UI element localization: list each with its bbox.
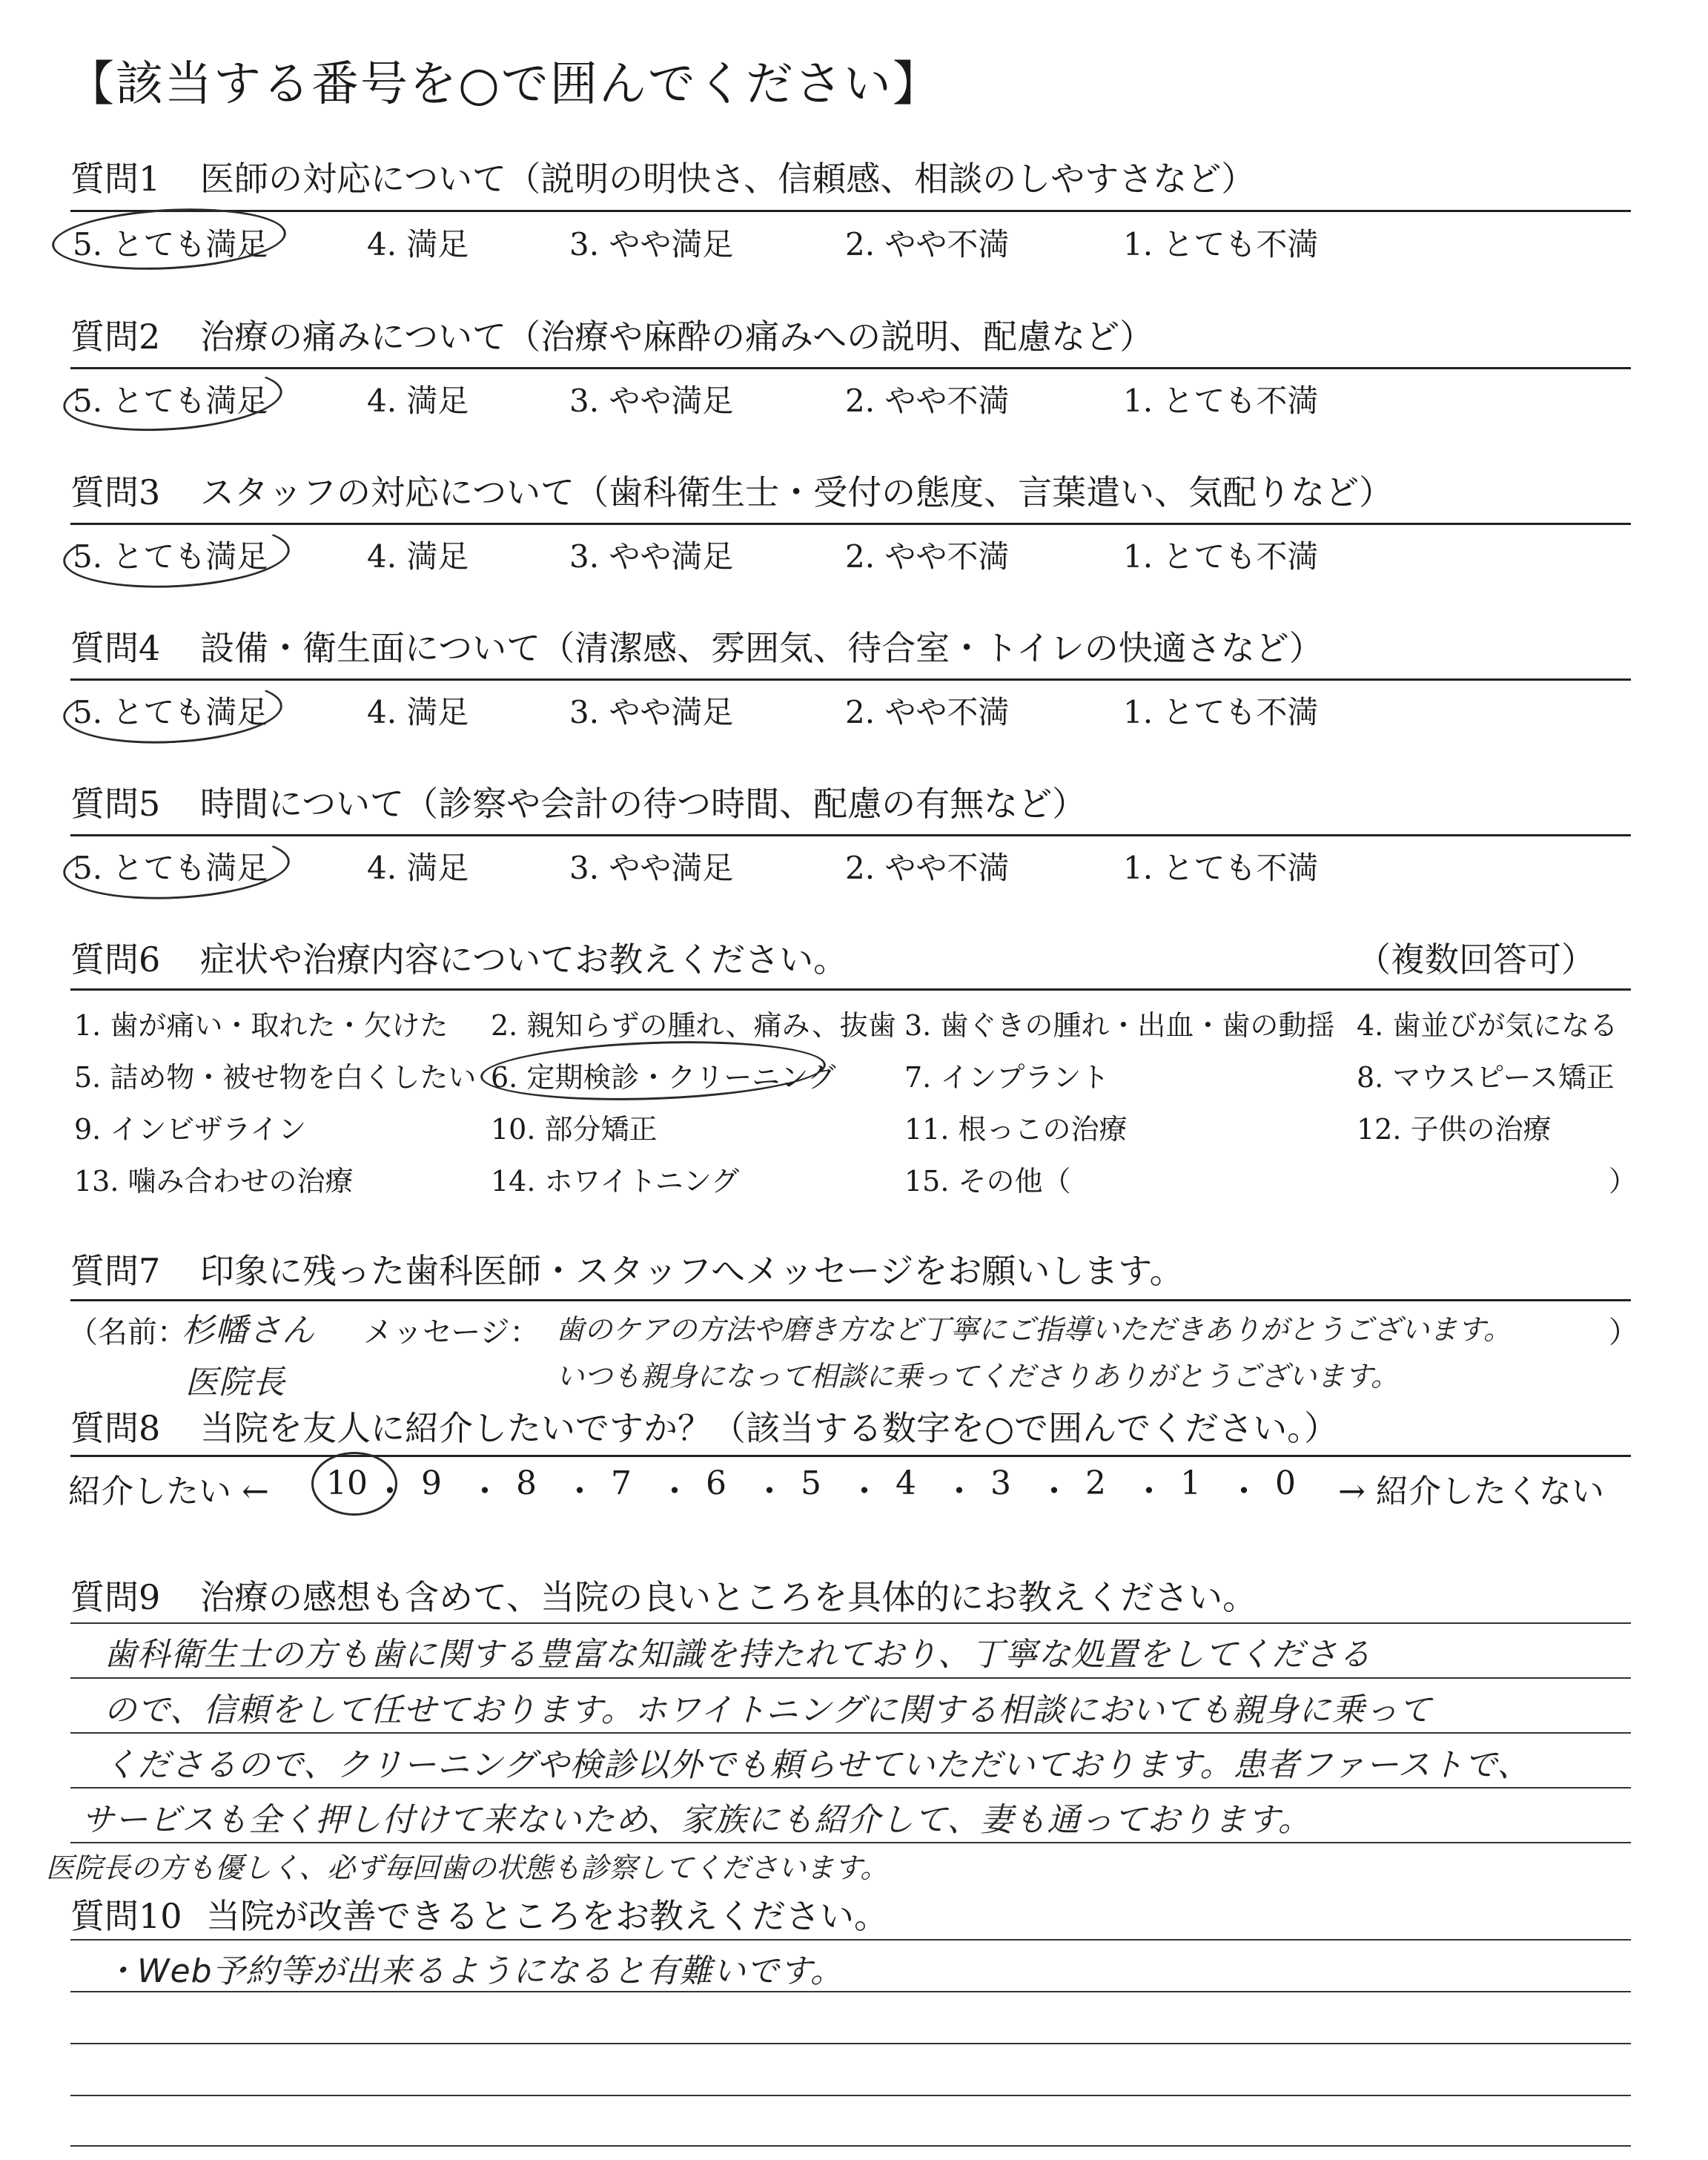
q8-answer-circle [311, 1452, 397, 1516]
q5-option-4[interactable]: 4. 満足 [367, 850, 469, 886]
q2-answer-circle [61, 360, 284, 437]
q8-scale-dot: ・ [1133, 1473, 1165, 1510]
q9-rule-2 [70, 1732, 1631, 1734]
q6-item-14[interactable]: 14. ホワイトニング [491, 1165, 740, 1198]
q7-message-line-1[interactable]: 歯のケアの方法や磨き方など丁寧にご指導いただきありがとうございます。 [556, 1313, 1512, 1346]
q8-label: 質問8 [70, 1408, 161, 1448]
q5-option-2[interactable]: 2. やや不満 [845, 850, 1010, 886]
q8-scale-dot: ・ [943, 1473, 976, 1510]
q4-answer-circle [62, 673, 284, 748]
q2-option-2[interactable]: 2. やや不満 [845, 383, 1010, 419]
q10-line-1[interactable]: ・Web予約等が出来るようになると有難いです。 [104, 1952, 844, 1990]
q4-label: 質問4 [70, 628, 161, 668]
q4-rule [70, 678, 1631, 681]
q6-label: 質問6 [70, 939, 161, 980]
q2-option-4[interactable]: 4. 満足 [367, 383, 469, 419]
q8-scale-0[interactable]: 0 [1275, 1464, 1296, 1502]
q3-answer-circle [62, 518, 291, 593]
q8-scale-dot: ・ [374, 1473, 406, 1510]
q1-option-5[interactable]: 5. とても満足 [73, 226, 268, 262]
q5-text: 時間について（診察や会計の待つ時間、配慮の有無など） [200, 784, 1087, 824]
q1-text: 医師の対応について（説明の明快さ、信頼感、相談のしやすさなど） [200, 159, 1256, 199]
q3-option-3[interactable]: 3. やや満足 [569, 538, 734, 575]
q2-option-1[interactable]: 1. とても不満 [1123, 383, 1319, 419]
q8-left-label: 紹介したい ← [68, 1473, 269, 1510]
q6-item-13[interactable]: 13. 噛み合わせの治療 [74, 1165, 354, 1198]
q9-line-5[interactable]: 医院長の方も優しく、必ず毎回歯の状態も診察してくださいます。 [46, 1852, 889, 1884]
q1-option-4[interactable]: 4. 満足 [367, 226, 469, 262]
q5-option-5[interactable]: 5. とても満足 [73, 850, 268, 886]
q6-item-8[interactable]: 8. マウスピース矯正 [1357, 1061, 1615, 1094]
q1-label: 質問1 [70, 159, 161, 199]
q8-scale-1[interactable]: 1 [1180, 1464, 1201, 1502]
q4-option-5[interactable]: 5. とても満足 [73, 694, 268, 730]
q2-option-3[interactable]: 3. やや満足 [569, 383, 734, 419]
q9-line-4[interactable]: サービスも全く押し付けて来ないため、家族にも紹介して、妻も通っております。 [82, 1801, 1311, 1839]
q9-label: 質問9 [70, 1577, 161, 1617]
q7-text: 印象に残った歯科医師・スタッフへメッセージをお願いします。 [200, 1251, 1184, 1291]
q7-name-value-2[interactable]: 医院長 [185, 1364, 285, 1401]
q9-line-2[interactable]: ので、信頼をして任せております。ホワイトニングに関する相談においても親身に乗って [104, 1691, 1432, 1729]
q8-scale-dot: ・ [1038, 1473, 1070, 1510]
q5-answer-circle [62, 829, 291, 905]
q3-label: 質問3 [70, 472, 161, 512]
q5-option-3[interactable]: 3. やや満足 [569, 850, 734, 886]
q6-item-1[interactable]: 1. 歯が痛い・取れた・欠けた [74, 1009, 448, 1042]
q9-rule-4 [70, 1842, 1631, 1843]
q8-scale-3[interactable]: 3 [990, 1464, 1011, 1502]
q4-text: 設備・衛生面について（清潔感、雰囲気、待合室・トイレの快適さなど） [200, 628, 1323, 668]
q10-text: 当院が改善できるところをお教えください。 [206, 1896, 888, 1936]
q4-option-1[interactable]: 1. とても不満 [1123, 694, 1319, 730]
q6-text: 症状や治療内容についてお教えください。 [200, 939, 848, 980]
q5-label: 質問5 [70, 784, 161, 824]
q6-item-2[interactable]: 2. 親知らずの腫れ、痛み、抜歯 [491, 1009, 896, 1042]
q8-scale-7[interactable]: 7 [611, 1464, 632, 1502]
q6-item-11[interactable]: 11. 根っこの治療 [904, 1113, 1128, 1146]
q6-item-5[interactable]: 5. 詰め物・被せ物を白くしたい [74, 1061, 477, 1094]
q10-rule-4 [70, 2145, 1631, 2147]
q3-rule [70, 523, 1631, 525]
q3-text: スタッフの対応について（歯科衛生士・受付の態度、言葉遣い、気配りなど） [200, 472, 1394, 512]
q6-item-7[interactable]: 7. インプラント [904, 1061, 1110, 1094]
q6-item-3[interactable]: 3. 歯ぐきの腫れ・出血・歯の動揺 [904, 1009, 1335, 1042]
q8-rule [70, 1455, 1631, 1457]
q4-option-2[interactable]: 2. やや不満 [845, 694, 1010, 730]
q6-item-15[interactable]: 15. その他（ [904, 1165, 1071, 1198]
q8-scale-dot: ・ [658, 1473, 691, 1510]
q8-scale-dot: ・ [753, 1473, 786, 1510]
q8-scale-5[interactable]: 5 [801, 1464, 821, 1502]
q7-message-label: メッセージ： [363, 1315, 540, 1350]
q5-option-1[interactable]: 1. とても不満 [1123, 850, 1319, 886]
q7-close: ） [1609, 1315, 1638, 1350]
q6-item-6[interactable]: 6. 定期検診・クリーニング [491, 1061, 836, 1094]
q3-option-5[interactable]: 5. とても満足 [73, 538, 268, 575]
q4-option-3[interactable]: 3. やや満足 [569, 694, 734, 730]
q7-name-value-1[interactable]: 杉幡さん [182, 1312, 315, 1350]
q3-option-2[interactable]: 2. やや不満 [845, 538, 1010, 575]
q9-line-3[interactable]: くださるので、クリーニングや検診以外でも頼らせていただいております。患者ファーストで、 [104, 1746, 1531, 1784]
q8-scale-4[interactable]: 4 [896, 1464, 916, 1502]
q8-scale-dot: ・ [563, 1473, 596, 1510]
q10-label: 質問10 [70, 1896, 182, 1936]
q1-option-1[interactable]: 1. とても不満 [1123, 226, 1319, 262]
q8-scale-10[interactable]: 10 [326, 1464, 368, 1502]
q8-scale-9[interactable]: 9 [421, 1464, 442, 1502]
q6-note: （複数回答可） [1357, 939, 1595, 980]
q9-line-1[interactable]: 歯科衛生士の方も歯に関する豊富な知識を持たれており、丁寧な処置をしてくださる [104, 1636, 1371, 1674]
q6-item-12[interactable]: 12. 子供の治療 [1357, 1113, 1552, 1146]
q8-scale-dot: ・ [469, 1473, 501, 1510]
q7-rule [70, 1299, 1631, 1301]
q2-label: 質問2 [70, 317, 161, 357]
q1-rule [70, 210, 1631, 212]
q8-scale-8[interactable]: 8 [516, 1464, 537, 1502]
q8-right-label: → 紹介したくない [1338, 1473, 1604, 1510]
q3-option-4[interactable]: 4. 満足 [367, 538, 469, 575]
page-title: 【該当する番号を○で囲んでください】 [67, 57, 941, 112]
q10-rule-1 [70, 1991, 1631, 1992]
q6-item-10[interactable]: 10. 部分矯正 [491, 1113, 658, 1146]
q6-item-15-close: ） [1609, 1165, 1638, 1198]
q9-text: 治療の感想も含めて、当院の良いところを具体的にお教えください。 [200, 1577, 1257, 1617]
q7-name-label: （名前： [68, 1315, 187, 1350]
q1-option-2[interactable]: 2. やや不満 [845, 226, 1010, 262]
q8-text: 当院を友人に紹介したいですか？（該当する数字を○で囲んでください。） [200, 1408, 1339, 1448]
q8-scale-dot: ・ [848, 1473, 881, 1510]
q2-text: 治療の痛みについて（治療や麻酔の痛みへの説明、配慮など） [200, 317, 1154, 357]
q4-option-4[interactable]: 4. 満足 [367, 694, 469, 730]
q1-option-3[interactable]: 3. やや満足 [569, 226, 734, 262]
q2-option-5[interactable]: 5. とても満足 [73, 383, 268, 419]
q3-option-1[interactable]: 1. とても不満 [1123, 538, 1319, 575]
q9-rule-0 [70, 1622, 1631, 1624]
q10-rule-0 [70, 1939, 1631, 1941]
q6-item-9[interactable]: 9. インビザライン [74, 1113, 307, 1146]
q5-rule [70, 834, 1631, 836]
q9-rule-1 [70, 1677, 1631, 1679]
q8-scale-dot: ・ [1228, 1473, 1260, 1510]
q6-rule [70, 988, 1631, 991]
q9-rule-3 [70, 1787, 1631, 1789]
q7-message-line-2[interactable]: いつも親身になって相談に乗ってくださりありがとうございます。 [556, 1360, 1399, 1393]
q7-label: 質問7 [70, 1251, 161, 1291]
q6-item-4[interactable]: 4. 歯並びが気になる [1357, 1009, 1618, 1042]
q8-scale-6[interactable]: 6 [706, 1464, 726, 1502]
q2-rule [70, 367, 1631, 369]
q10-rule-3 [70, 2095, 1631, 2096]
q10-rule-2 [70, 2043, 1631, 2044]
q8-scale-2[interactable]: 2 [1085, 1464, 1106, 1502]
